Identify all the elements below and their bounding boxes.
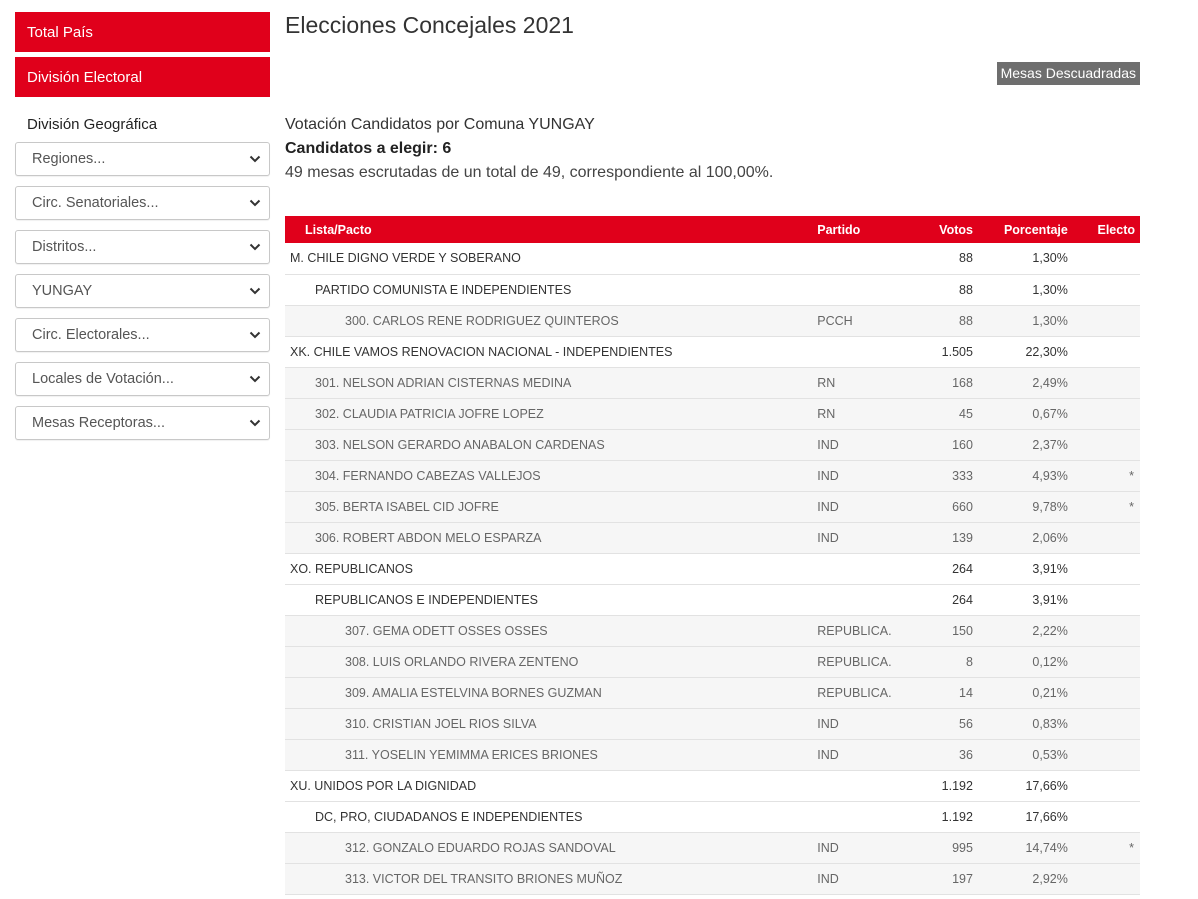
cell-porcentaje: 2,37% xyxy=(1032,437,1068,452)
chevron-down-icon xyxy=(249,286,261,296)
cell-partido: REPUBLICA. xyxy=(817,685,892,700)
cell-partido: IND xyxy=(817,437,839,452)
cell-partido: IND xyxy=(817,840,839,855)
candidate-row xyxy=(285,522,1140,553)
filter-select[interactable] xyxy=(15,186,270,220)
chevron-down-icon xyxy=(249,198,261,208)
candidate-row xyxy=(285,491,1140,522)
cell-porcentaje: 22,30% xyxy=(1025,344,1068,359)
candidate-row xyxy=(285,832,1140,863)
cell-electo xyxy=(1068,677,1140,708)
cell-name: 309. AMALIA ESTELVINA BORNES GUZMAN xyxy=(345,685,602,700)
cell-votos: 1.192 xyxy=(941,809,973,824)
table-body xyxy=(285,243,1140,894)
candidatos-a-elegir: Candidatos a elegir: 6 xyxy=(285,140,452,157)
candidate-row xyxy=(285,863,1140,894)
cell-porcentaje: 2,22% xyxy=(1032,623,1068,638)
cell-partido: IND xyxy=(817,499,839,514)
cell-porcentaje: 3,91% xyxy=(1032,592,1068,607)
cell-name: 311. YOSELIN YEMIMMA ERICES BRIONES xyxy=(345,747,598,762)
cell-electo: * xyxy=(1129,499,1134,514)
results-table xyxy=(285,216,1140,895)
cell-porcentaje: 1,30% xyxy=(1032,251,1068,266)
cell-votos: 88 xyxy=(959,251,973,266)
cell-votos: 264 xyxy=(952,561,973,576)
cell-porcentaje: 0,21% xyxy=(1032,685,1068,700)
cell-electo: * xyxy=(1129,840,1134,855)
cell-votos: 36 xyxy=(959,747,973,762)
cell-name: 307. GEMA ODETT OSSES OSSES xyxy=(345,623,548,638)
cell-name: PARTIDO COMUNISTA E INDEPENDIENTES xyxy=(315,282,572,297)
cell-partido xyxy=(817,584,914,615)
lista-row xyxy=(285,336,1140,367)
select-label: Mesas Receptoras... xyxy=(32,415,165,431)
pacto-row xyxy=(285,801,1140,832)
cell-name: 300. CARLOS RENE RODRIGUEZ QUINTEROS xyxy=(345,313,619,328)
cell-votos: 88 xyxy=(959,282,973,297)
cell-porcentaje: 0,67% xyxy=(1032,406,1068,421)
cell-name: 305. BERTA ISABEL CID JOFRE xyxy=(315,499,499,514)
mesas-descuadradas-button[interactable]: Mesas Descuadradas xyxy=(997,62,1140,85)
cell-name: XU. UNIDOS POR LA DIGNIDAD xyxy=(290,778,477,793)
cell-votos: 88 xyxy=(959,313,973,328)
cell-porcentaje: 14,74% xyxy=(1025,840,1068,855)
header-porcentaje: Porcentaje xyxy=(1003,222,1068,237)
cell-partido: RN xyxy=(817,375,836,390)
cell-porcentaje: 2,92% xyxy=(1032,871,1068,886)
cell-electo xyxy=(1068,367,1140,398)
cell-electo xyxy=(1068,305,1140,336)
cell-porcentaje: 1,30% xyxy=(1032,282,1068,297)
cell-partido: PCCH xyxy=(817,313,853,328)
chevron-down-icon xyxy=(249,374,261,384)
cell-electo xyxy=(1068,429,1140,460)
select-label: Circ. Senatoriales... xyxy=(32,195,159,211)
cell-electo xyxy=(1068,243,1140,274)
cell-name: 312. GONZALO EDUARDO ROJAS SANDOVAL xyxy=(345,840,616,855)
cell-votos: 139 xyxy=(952,530,973,545)
sidebar xyxy=(15,12,270,450)
candidate-row xyxy=(285,708,1140,739)
cell-name: DC, PRO, CIUDADANOS E INDEPENDIENTES xyxy=(315,809,583,824)
cell-votos: 8 xyxy=(966,654,973,669)
cell-electo xyxy=(1068,522,1140,553)
filter-select[interactable] xyxy=(15,230,270,264)
header-partido: Partido xyxy=(817,222,861,237)
cell-electo xyxy=(1068,863,1140,894)
filter-select[interactable] xyxy=(15,318,270,352)
filter-select[interactable] xyxy=(15,142,270,176)
candidate-row xyxy=(285,460,1140,491)
header-electo: Electo xyxy=(1097,222,1135,237)
chevron-down-icon xyxy=(249,154,261,164)
cell-votos: 333 xyxy=(952,468,973,483)
cell-name: 308. LUIS ORLANDO RIVERA ZENTENO xyxy=(345,654,579,669)
cell-votos: 197 xyxy=(952,871,973,886)
cell-name: 304. FERNANDO CABEZAS VALLEJOS xyxy=(315,468,541,483)
header-votos: Votos xyxy=(939,222,973,237)
cell-porcentaje: 0,12% xyxy=(1032,654,1068,669)
cell-name: 303. NELSON GERARDO ANABALON CARDENAS xyxy=(315,437,605,452)
cell-votos: 264 xyxy=(952,592,973,607)
cell-partido: IND xyxy=(817,747,839,762)
select-label: Regiones... xyxy=(32,151,106,167)
cell-votos: 150 xyxy=(952,623,973,638)
cell-name: 302. CLAUDIA PATRICIA JOFRE LOPEZ xyxy=(315,406,544,421)
candidate-row xyxy=(285,305,1140,336)
pacto-row xyxy=(285,274,1140,305)
candidate-row xyxy=(285,367,1140,398)
cell-electo xyxy=(1068,801,1140,832)
cell-electo xyxy=(1068,336,1140,367)
cell-partido xyxy=(817,801,914,832)
candidate-row xyxy=(285,615,1140,646)
cell-votos: 160 xyxy=(952,437,973,452)
cell-electo xyxy=(1068,584,1140,615)
cell-partido xyxy=(817,243,914,274)
cell-porcentaje: 0,83% xyxy=(1032,716,1068,731)
candidate-row xyxy=(285,646,1140,677)
cell-porcentaje: 4,93% xyxy=(1032,468,1068,483)
cell-porcentaje: 0,53% xyxy=(1032,747,1068,762)
cell-porcentaje: 3,91% xyxy=(1032,561,1068,576)
cell-partido: IND xyxy=(817,468,839,483)
filter-select[interactable] xyxy=(15,362,270,396)
filter-select[interactable] xyxy=(15,274,270,308)
select-label: YUNGAY xyxy=(32,283,93,299)
cell-electo xyxy=(1068,646,1140,677)
cell-partido xyxy=(817,274,914,305)
cell-name: XO. REPUBLICANOS xyxy=(290,561,413,576)
select-label: Locales de Votación... xyxy=(32,371,174,387)
main-content xyxy=(285,0,1140,886)
cell-partido xyxy=(817,336,914,367)
lista-row xyxy=(285,770,1140,801)
cell-electo xyxy=(1068,739,1140,770)
cell-partido: RN xyxy=(817,406,836,421)
cell-porcentaje: 2,06% xyxy=(1032,530,1068,545)
division-electoral-button[interactable]: División Electoral xyxy=(15,57,270,97)
chevron-down-icon xyxy=(249,418,261,428)
cell-votos: 14 xyxy=(959,685,973,700)
cell-porcentaje: 17,66% xyxy=(1025,809,1068,824)
select-label: Distritos... xyxy=(32,239,97,255)
cell-votos: 56 xyxy=(959,716,973,731)
chevron-down-icon xyxy=(249,330,261,340)
page-title: Elecciones Concejales 2021 xyxy=(285,12,574,38)
cell-votos: 660 xyxy=(952,499,973,514)
cell-partido xyxy=(817,553,914,584)
cell-electo xyxy=(1068,398,1140,429)
cell-electo xyxy=(1068,770,1140,801)
table-header-row xyxy=(285,216,1140,243)
cell-partido: IND xyxy=(817,530,839,545)
filter-select[interactable] xyxy=(15,406,270,440)
cell-name: 306. ROBERT ABDON MELO ESPARZA xyxy=(315,530,542,545)
total-pais-button[interactable]: Total País xyxy=(15,12,270,52)
cell-partido: REPUBLICA. xyxy=(817,623,892,638)
select-label: Circ. Electorales... xyxy=(32,327,150,343)
lista-row xyxy=(285,553,1140,584)
cell-name: 310. CRISTIAN JOEL RIOS SILVA xyxy=(345,716,537,731)
cell-votos: 995 xyxy=(952,840,973,855)
cell-votos: 168 xyxy=(952,375,973,390)
cell-votos: 1.192 xyxy=(941,778,973,793)
cell-porcentaje: 2,49% xyxy=(1032,375,1068,390)
candidate-row xyxy=(285,398,1140,429)
division-geografica-label[interactable]: División Geográfica xyxy=(27,116,158,133)
filter-selects xyxy=(15,142,270,440)
cell-electo xyxy=(1068,553,1140,584)
candidate-row xyxy=(285,677,1140,708)
lista-row xyxy=(285,243,1140,274)
cell-electo xyxy=(1068,274,1140,305)
header-lista-pacto: Lista/Pacto xyxy=(305,222,372,237)
cell-porcentaje: 9,78% xyxy=(1032,499,1068,514)
candidate-row xyxy=(285,739,1140,770)
cell-partido xyxy=(817,770,914,801)
cell-partido: IND xyxy=(817,871,839,886)
cell-name: M. CHILE DIGNO VERDE Y SOBERANO xyxy=(290,251,521,266)
mesas-escrutadas-info: 49 mesas escrutadas de un total de 49, correspondiente al 100,00%. xyxy=(285,164,774,181)
cell-name: XK. CHILE VAMOS RENOVACION NACIONAL - INDEPENDIENTES xyxy=(290,344,673,359)
cell-electo xyxy=(1068,708,1140,739)
votacion-subtitle: Votación Candidatos por Comuna YUNGAY xyxy=(285,116,595,133)
chevron-down-icon xyxy=(249,242,261,252)
cell-porcentaje: 17,66% xyxy=(1025,778,1068,793)
cell-name: REPUBLICANOS E INDEPENDIENTES xyxy=(315,592,538,607)
candidate-row xyxy=(285,429,1140,460)
cell-votos: 45 xyxy=(959,406,973,421)
cell-name: 301. NELSON ADRIAN CISTERNAS MEDINA xyxy=(315,375,572,390)
cell-electo xyxy=(1068,615,1140,646)
cell-partido: IND xyxy=(817,716,839,731)
cell-votos: 1.505 xyxy=(941,344,973,359)
pacto-row xyxy=(285,584,1140,615)
cell-partido: REPUBLICA. xyxy=(817,654,892,669)
cell-name: 313. VICTOR DEL TRANSITO BRIONES MUÑOZ xyxy=(345,871,623,886)
cell-porcentaje: 1,30% xyxy=(1032,313,1068,328)
cell-electo: * xyxy=(1129,468,1134,483)
